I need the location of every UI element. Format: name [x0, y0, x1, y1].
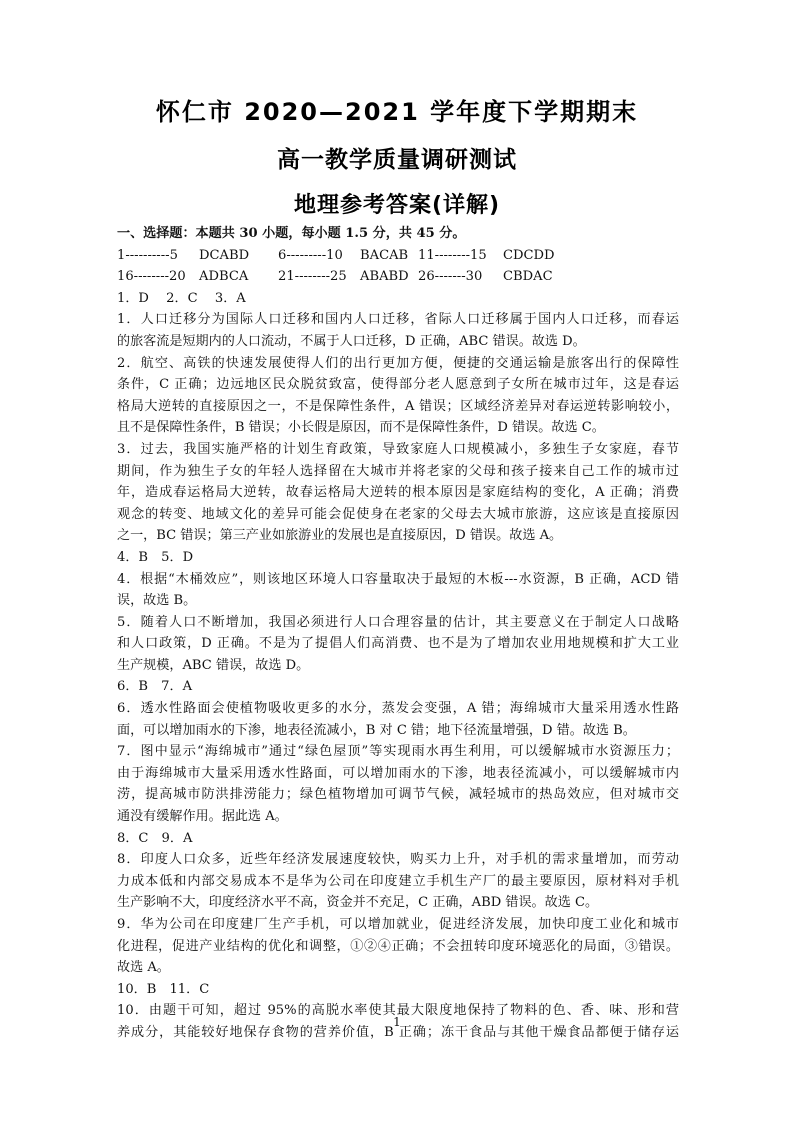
explanation-line: 之一，BC 错误；第三产业如旅游业的发展也是直接原因，D 错误。故选 A。 [117, 528, 563, 544]
explanation-line: 误，故选 B。 [117, 593, 197, 609]
answer-range: 6---------10 [278, 247, 343, 263]
section-heading: 一、选择题：本题共 30 小题，每小题 1.5 分，共 45 分。 [117, 226, 466, 241]
explanation-line: 3．过去，我国实施严格的计划生育政策，导致家庭人口规模减小，多独生子女家庭，春节 [117, 441, 679, 457]
title-school-term: 怀仁市 2020—2021 学年度下学期期末 [155, 98, 639, 126]
answer-letters: CBDAC [503, 269, 553, 285]
answer-letters: BACAB [360, 247, 409, 263]
answer-letters: ADBCA [199, 269, 249, 285]
answer-letters: ABABD [360, 269, 409, 285]
explanation-line: 年，造成春运格局大逆转，故春运格局大逆转的根本原因是家庭结构的变化，A 正确；消费 [117, 485, 679, 501]
explanation-line: 2．航空、高铁的快速发展使得人们的出行更加方便，便捷的交通运输是旅客出行的保障性 [117, 355, 679, 371]
explanation-line: 7．图中显示“海绵城市”通过“绿色屋顶”等实现雨水再生利用，可以缓解城市水资源压力； [117, 744, 679, 760]
explanation-line: 故选 A。 [117, 960, 170, 976]
explanation-line: 期间，作为独生子女的年轻人选择留在大城市并将老家的父母和孩子接来自己工作的城市过 [117, 463, 679, 479]
answer-range: 16--------20 [117, 269, 186, 285]
explanation-line: 1．人口迁移分为国际人口迁移和国内人口迁移，省际人口迁移属于国内人口迁移，而春运 [117, 312, 679, 328]
answer-letters: DCABD [199, 247, 250, 263]
explanation-line: 且不是保障性条件，B 错误；小长假是原因，而不是保障性条件，D 错误。故选 C。 [117, 420, 605, 436]
explanation-line: 格局大逆转的直接原因之一，不是保障性条件，A 错误；区域经济差异对春运逆转影响较小， [117, 398, 679, 414]
answer-summary: 1．D 2．C 3．A [117, 290, 246, 306]
answer-letters: CDCDD [503, 247, 555, 263]
explanation-line: 9．华为公司在印度建厂生产手机，可以增加就业，促进经济发展，加快印度工业化和城市 [117, 917, 679, 932]
explanation-line: 养成分，其能较好地保存食物的营养价值，B 正确；冻干食品与其他干燥食品都便于储存运 [117, 1024, 679, 1040]
answer-range: 21--------25 [278, 269, 347, 285]
explanation-line: 和人口政策，D 正确。不是为了提倡人们高消费、也不是为了增加农业用地规模和扩大工业 [117, 636, 679, 652]
explanation-line: 10．由题干可知，超过 95%的高脱水率使其最大限度地保持了物料的色、香、味、形和营 [117, 1003, 679, 1019]
explanation-line: 5．随着人口不断增加，我国必须进行人口合理容量的估计，其主要意义在于制定人口战略 [117, 614, 679, 630]
answer-range: 26-------30 [418, 269, 483, 285]
answer-range: 1----------5 [117, 247, 178, 263]
answer-key-row [117, 266, 679, 288]
explanation-line: 涝，提高城市防洪排涝能力；绿色植物增加可调节气候，减轻城市的热岛效应，但对城市交 [117, 787, 679, 803]
explanation-line: 通没有缓解作用。据此选 A。 [117, 809, 288, 825]
title-answer-key: 地理参考答案(详解) [293, 193, 501, 218]
explanation-line: 面，可以增加雨水的下渗，地表径流减小，B 对 C 错；地下径流量增强，D 错。故选 B。 [117, 722, 636, 738]
explanation-line: 4．根据“木桶效应”，则该地区环境人口容量取决于最短的木板---水资源，B 正确，ACD 错 [117, 571, 679, 587]
explanation-line: 条件，C 正确；边远地区民众脱贫致富，使得部分老人愿意到子女所在城市过年，这是春运 [117, 377, 679, 393]
answer-summary: 4．B 5．D [117, 549, 194, 565]
explanation-line: 6．透水性路面会使植物吸收更多的水分，蒸发会变强，A 错；海绵城市大量采用透水性路 [117, 701, 679, 717]
answer-range: 11--------15 [418, 247, 487, 263]
answer-summary: 6．B 7．A [117, 679, 193, 695]
answer-summary: 8．C 9．A [117, 830, 193, 846]
explanation-line: 8．印度人口众多，近些年经济发展速度较快，购买力上升，对手机的需求量增加，而劳动 [117, 852, 679, 868]
explanation-line: 生产规模，ABC 错误，故选 D。 [117, 657, 310, 673]
explanation-line: 力成本低和内部交易成本不是华为公司在印度建立手机生产厂的最主要原因，原材料对手机 [117, 873, 679, 889]
answer-body [117, 223, 679, 1044]
explanation-line: 生产影响不大，印度经济水平不高，资金并不充足，C 正确，ABD 错误。故选 C。 [117, 895, 599, 911]
explanation-line: 观念的转变、地域文化的差异可能会促使身在老家的父母去大城市旅游，这应该是直接原因 [117, 506, 679, 522]
explanation-line: 化进程，促进产业结构的优化和调整，①②④正确；不会扭转印度环境恶化的局面，③错误。 [117, 938, 679, 954]
explanation-line: 的旅客流是短期内的人口流动，不属于人口迁移，D 正确，ABC 错误。故选 D。 [117, 333, 586, 349]
answer-summary: 10．B 11．C [117, 981, 210, 997]
title-exam-name: 高一教学质量调研测试 [277, 147, 517, 173]
page-number: 1 [393, 1015, 401, 1029]
answer-key-row [117, 245, 679, 267]
explanation-line: 由于海绵城市大量采用透水性路面，可以增加雨水的下渗，地表径流减小，可以缓解城市内 [117, 765, 679, 781]
